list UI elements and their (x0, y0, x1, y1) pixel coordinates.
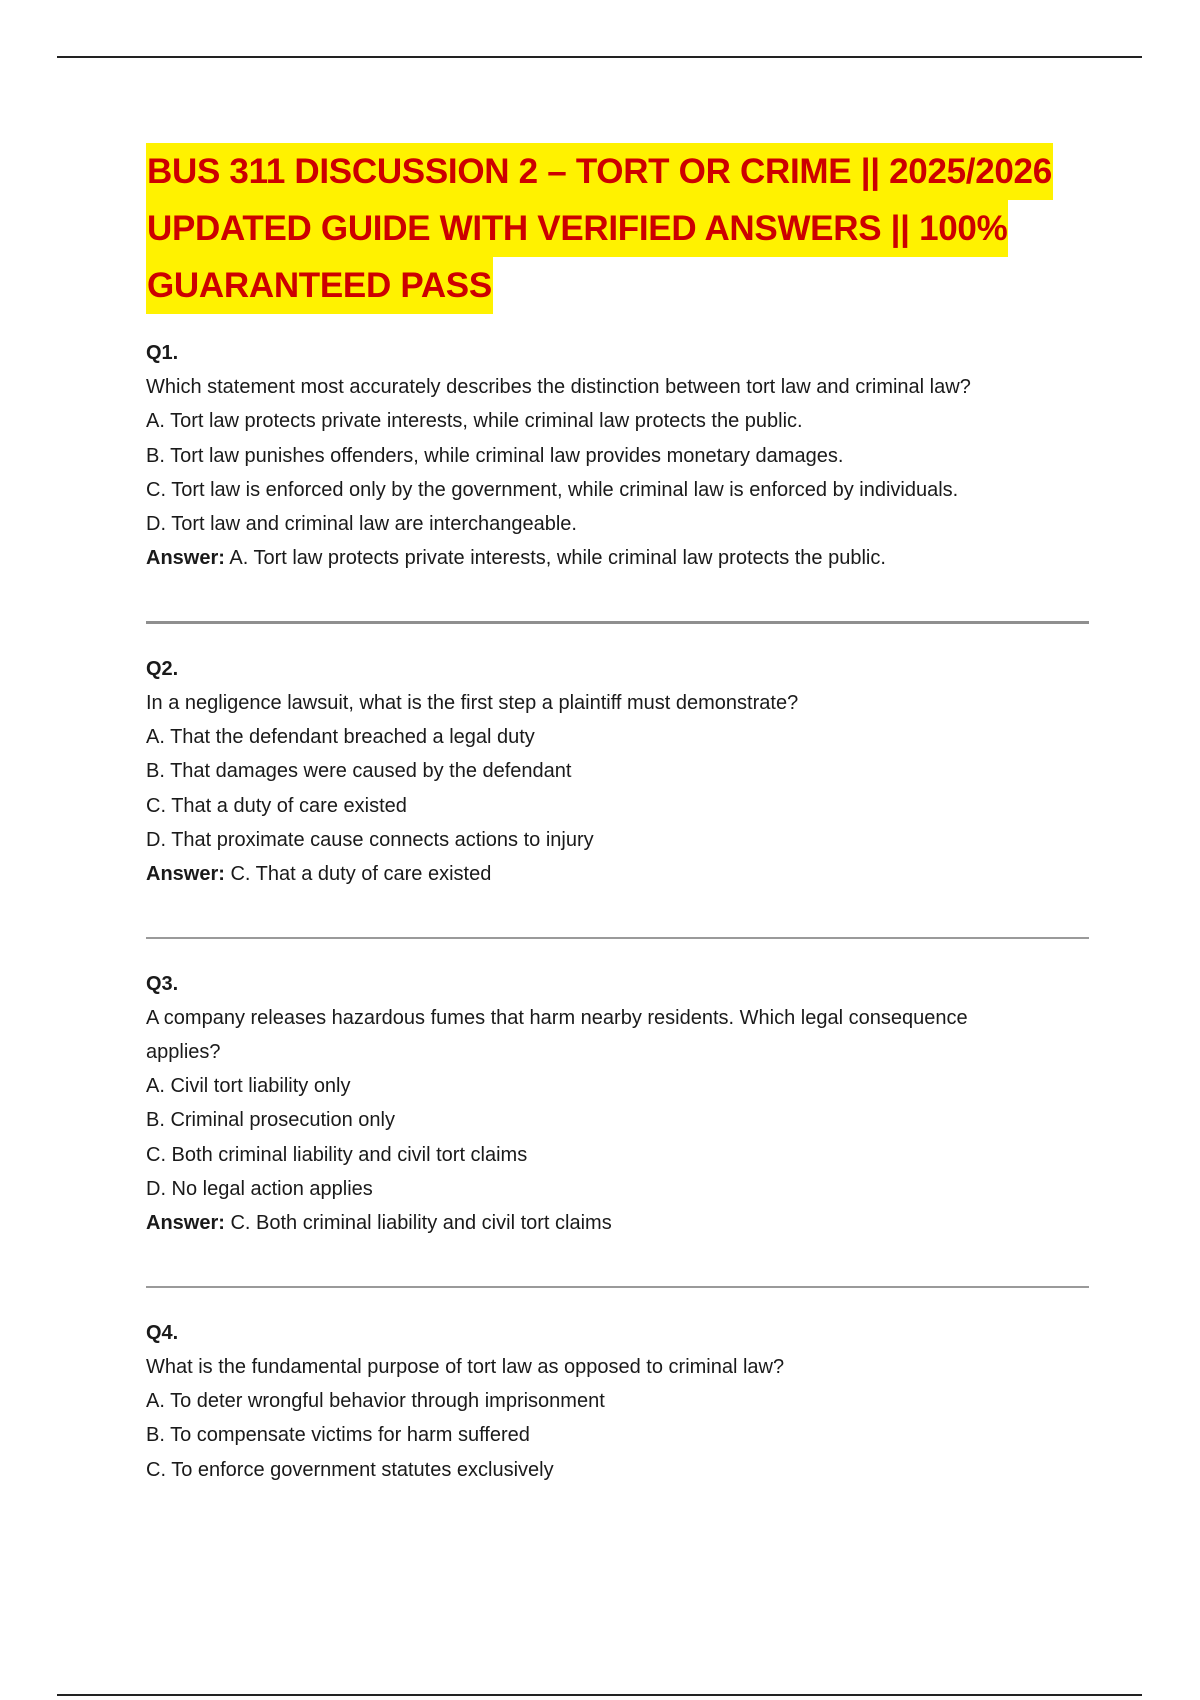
answer-line (146, 857, 1091, 891)
question-stem: Which statement most accurately describes the distinction between tort law and criminal law? (146, 376, 971, 398)
title-line: UPDATED GUIDE WITH VERIFIED ANSWERS || 100% (146, 200, 1008, 257)
title-line: GUARANTEED PASS (146, 257, 493, 314)
option-b: B. Tort law punishes offenders, while criminal law provides monetary damages. (146, 444, 844, 467)
question-number: Q1. (146, 342, 179, 364)
question-1 (146, 336, 1091, 576)
option-a: A. Civil tort liability only (146, 1075, 351, 1098)
option-a: A. To deter wrongful behavior through imprisonment (146, 1389, 605, 1412)
question-4 (146, 1316, 1091, 1487)
question-number: Q2. (146, 657, 179, 680)
option-d: D. No legal action applies (146, 1178, 373, 1201)
question-stem: A company releases hazardous fumes that harm nearby residents. Which legal consequence (146, 1006, 968, 1029)
question-divider (146, 621, 1089, 624)
question-stem-continued: applies? (146, 1040, 221, 1063)
option-a: A. Tort law protects private interests, while criminal law protects the public. (146, 410, 803, 433)
answer-line (146, 541, 1091, 575)
option-c: C. That a duty of care existed (146, 794, 407, 817)
answer-text: A. Tort law protects private interests, while criminal law protects the public. (229, 547, 886, 570)
title-line: BUS 311 DISCUSSION 2 – TORT OR CRIME || 2025/2026 (146, 143, 1053, 200)
document-body (146, 143, 1091, 1487)
option-d: D. That proximate cause connects actions to injury (146, 828, 594, 851)
page-bottom-rule (57, 1694, 1142, 1696)
question-stem: In a negligence lawsuit, what is the first step a plaintiff must demonstrate? (146, 691, 799, 714)
question-divider (146, 937, 1089, 939)
option-d: D. Tort law and criminal law are interchangeable. (146, 513, 577, 536)
question-2 (146, 652, 1091, 892)
answer-text: C. That a duty of care existed (230, 863, 492, 886)
question-stem: What is the fundamental purpose of tort law as opposed to criminal law? (146, 1355, 785, 1378)
option-c: C. Both criminal liability and civil tort claims (146, 1143, 528, 1166)
question-divider (146, 1286, 1089, 1288)
option-b: B. That damages were caused by the defendant (146, 760, 572, 783)
option-a: A. That the defendant breached a legal duty (146, 726, 535, 749)
answer-label: Answer: (146, 547, 225, 570)
question-number: Q3. (146, 972, 179, 995)
question-3 (146, 967, 1091, 1241)
answer-label: Answer: (146, 1212, 225, 1235)
answer-text: C. Both criminal liability and civil tort claims (230, 1212, 612, 1235)
answer-label: Answer: (146, 863, 225, 886)
document-title (146, 143, 1091, 314)
option-c: C. Tort law is enforced only by the government, while criminal law is enforced by individuals. (146, 478, 959, 501)
option-b: B. Criminal prosecution only (146, 1109, 395, 1132)
answer-line (146, 1206, 1091, 1240)
option-b: B. To compensate victims for harm suffered (146, 1424, 530, 1447)
question-number: Q4. (146, 1321, 179, 1344)
page-top-rule (57, 56, 1142, 58)
option-c: C. To enforce government statutes exclusively (146, 1458, 554, 1481)
